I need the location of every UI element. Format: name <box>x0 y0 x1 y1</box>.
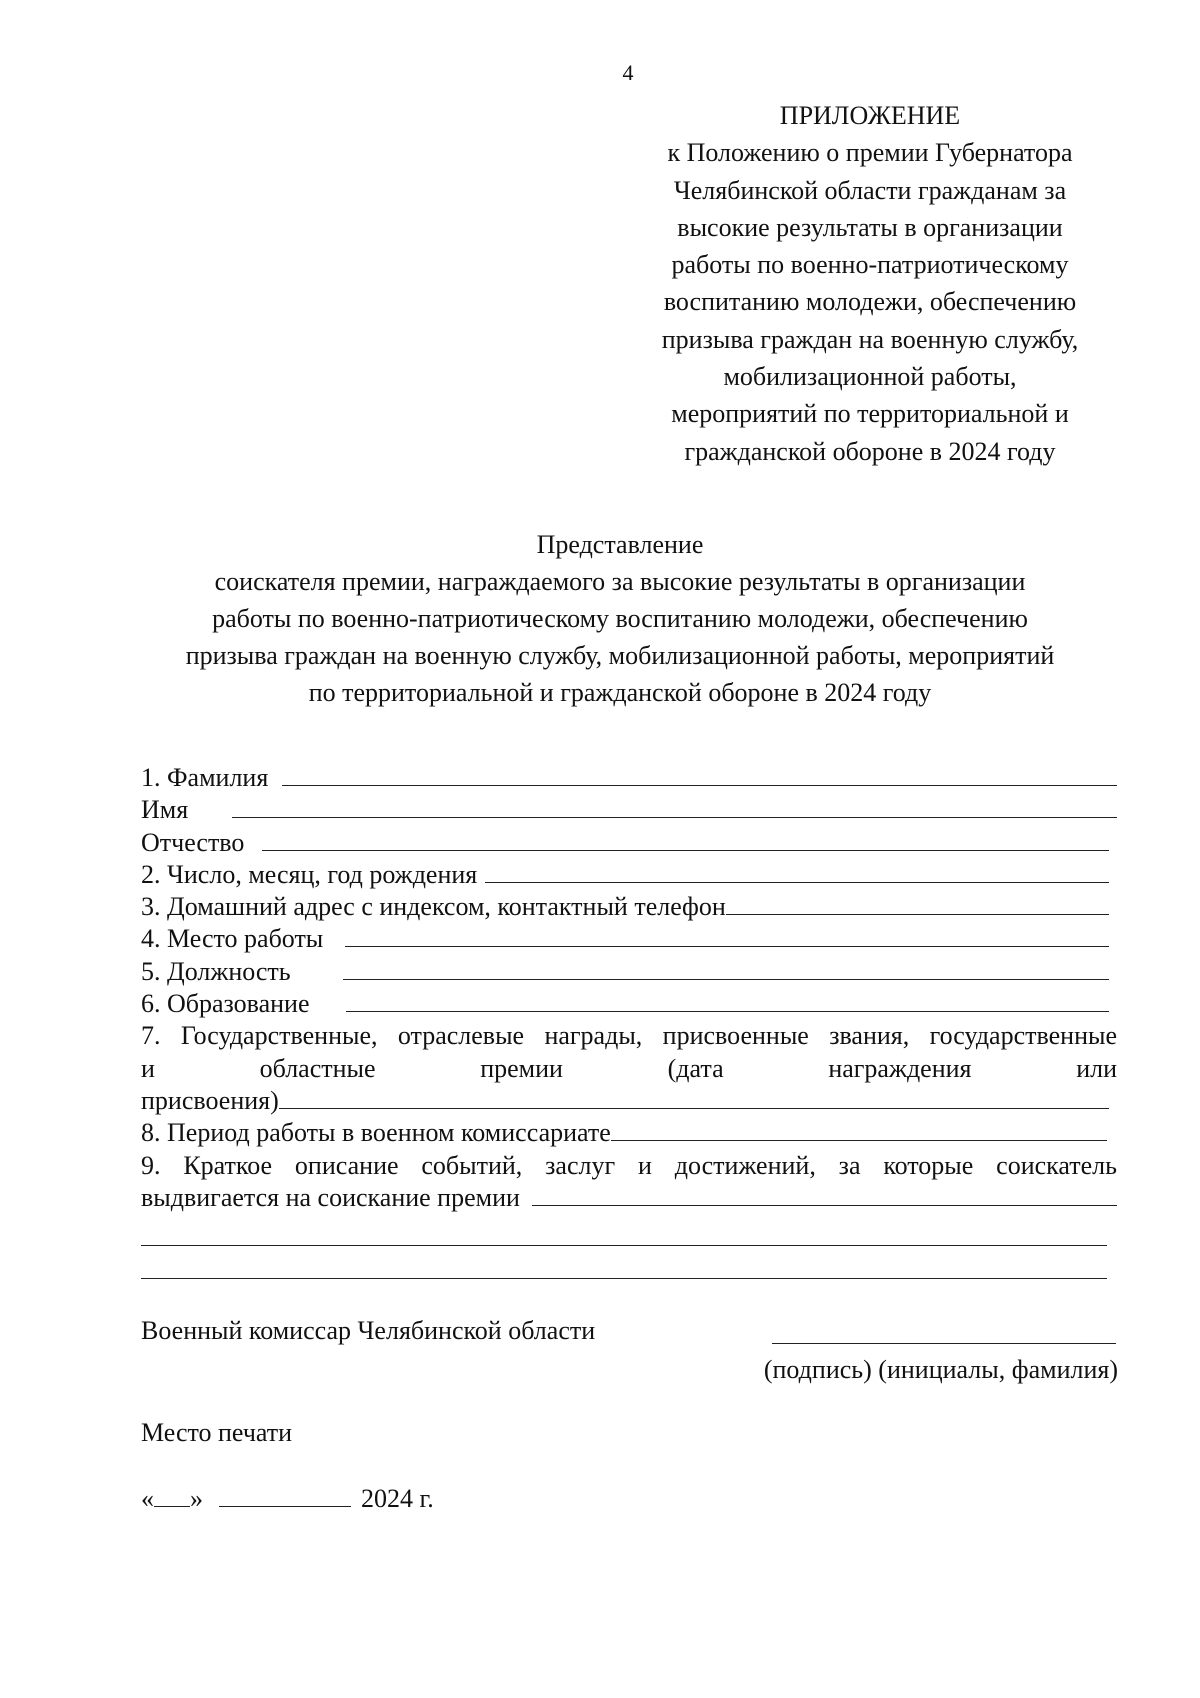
birthdate-row <box>141 859 1117 891</box>
achievements-label-line: 9. Краткое описание событий, заслуг и достижений, за которые соискатель <box>141 1150 1117 1180</box>
patronymic-row <box>141 827 1117 859</box>
document-title <box>120 526 1120 711</box>
title-line: соискателя премии, награждаемого за высокие результаты в организации <box>214 567 1026 596</box>
education-row <box>141 988 1117 1020</box>
page-number: 4 <box>622 60 634 85</box>
workplace-row <box>141 923 1117 955</box>
appendix-line: призыва граждан на военную службу, <box>661 324 1079 354</box>
service-period-label: 8. Период работы в военном комиссариате <box>141 1118 611 1148</box>
patronymic-field[interactable] <box>262 830 1109 851</box>
achievements-extra-line[interactable] <box>141 1246 1107 1278</box>
achievements-extra-line[interactable] <box>141 1214 1107 1246</box>
service-period-field[interactable] <box>611 1120 1107 1141</box>
date-year: 2024 г. <box>361 1484 434 1513</box>
surname-row <box>141 762 1117 794</box>
workplace-field[interactable] <box>345 926 1109 947</box>
name-field[interactable] <box>232 797 1117 818</box>
achievements-row <box>141 1182 1117 1214</box>
signature-caption: (подпись) (инициалы, фамилия) <box>763 1355 1118 1384</box>
appendix-block <box>620 97 1120 470</box>
month-field[interactable] <box>219 1484 351 1507</box>
appendix-line: мобилизационной работы, <box>723 362 1017 392</box>
appendix-line: мероприятий по территориальной и <box>671 399 1069 429</box>
patronymic-label: Отчество <box>141 827 245 857</box>
education-label: 6. Образование <box>141 989 310 1019</box>
birthdate-field[interactable] <box>485 862 1109 883</box>
title-line: работы по военно-патриотическому воспитанию молодежи, обеспечению <box>212 604 1028 633</box>
signature-label: Военный комиссар Челябинской области <box>141 1316 596 1345</box>
position-label: 5. Должность <box>141 956 291 986</box>
appendix-line: к Положению о премии Губернатора <box>667 138 1073 168</box>
education-field[interactable] <box>346 991 1109 1012</box>
appendix-line: работы по военно-патриотическому <box>671 250 1069 280</box>
signature-line[interactable] <box>772 1321 1116 1344</box>
achievements-field[interactable] <box>532 1185 1117 1206</box>
position-field[interactable] <box>343 959 1109 980</box>
appendix-line: Челябинской области гражданам за <box>673 175 1067 205</box>
title-line: призыва граждан на военную службу, мобилизационной работы, мероприятий <box>185 641 1055 670</box>
awards-field[interactable] <box>279 1088 1109 1109</box>
date-close-quote: » <box>190 1484 203 1513</box>
address-row <box>141 891 1117 923</box>
birthdate-label: 2. Число, месяц, год рождения <box>141 859 478 889</box>
awards-label: присвоения) <box>141 1085 279 1115</box>
title-line: по территориальной и гражданской обороне в 2024 году <box>308 678 932 707</box>
date-line <box>141 1484 434 1514</box>
appendix-line: воспитанию молодежи, обеспечению <box>663 287 1077 317</box>
address-label: 3. Домашний адрес с индексом, контактный телефон <box>141 892 726 922</box>
awards-label-line: и областные премии (дата награждения или <box>141 1053 1117 1083</box>
address-field[interactable] <box>726 894 1109 915</box>
stamp-place: Место печати <box>141 1418 293 1447</box>
achievements-label: выдвигается на соискание премии <box>141 1182 520 1212</box>
position-row <box>141 956 1117 988</box>
appendix-line: гражданской обороне в 2024 году <box>684 436 1056 466</box>
surname-label: 1. Фамилия <box>141 763 269 792</box>
date-open-quote: « <box>141 1484 154 1513</box>
appendix-line: высокие результаты в организации <box>677 212 1063 242</box>
service-period-row <box>141 1117 1117 1149</box>
awards-label-line: 7. Государственные, отраслевые награды, присвоенные звания, государственные <box>141 1021 1117 1051</box>
nomination-form <box>141 762 1117 1279</box>
title-heading: Представление <box>536 530 704 559</box>
day-field[interactable] <box>154 1484 190 1507</box>
workplace-label: 4. Место работы <box>141 924 324 954</box>
awards-row <box>141 1085 1117 1117</box>
name-label: Имя <box>141 795 189 825</box>
surname-field[interactable] <box>282 765 1117 786</box>
name-row <box>141 794 1117 826</box>
appendix-heading: ПРИЛОЖЕНИЕ <box>779 101 961 130</box>
